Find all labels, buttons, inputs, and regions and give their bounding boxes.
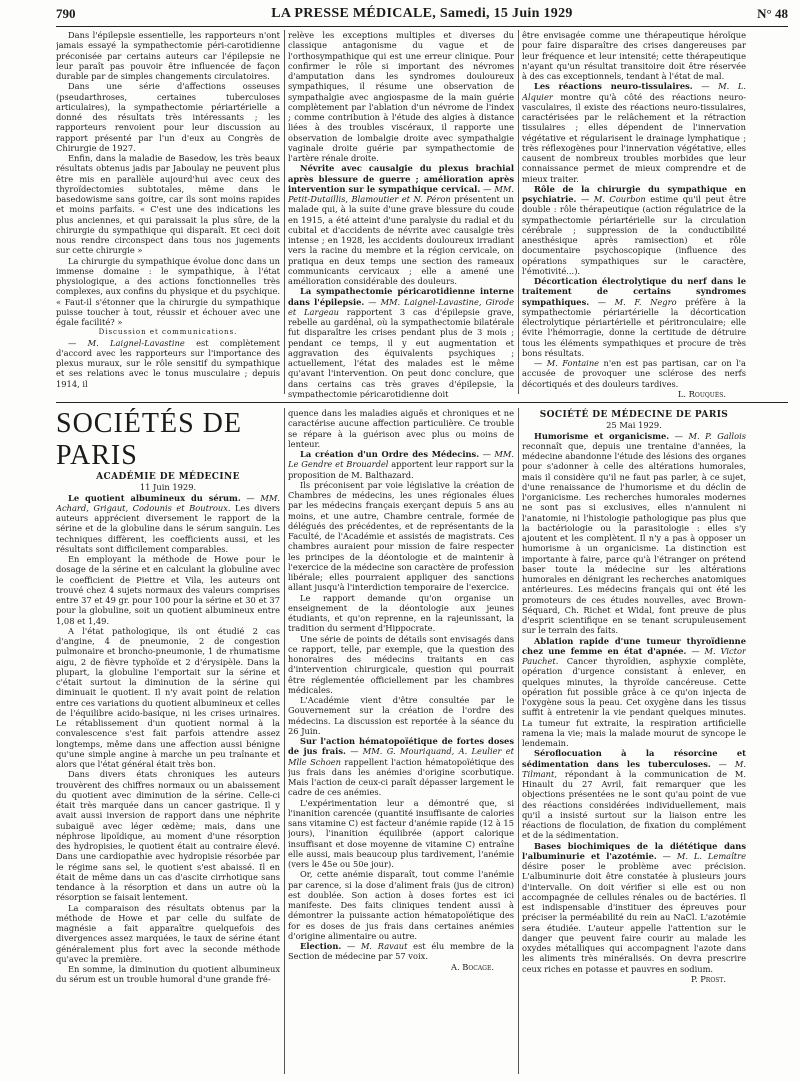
header-rule: [56, 26, 788, 27]
paragraph: Humorisme et organicisme. — M. P. Gallois reconnaît que, depuis une trentaine d'années, la médecine abandonne l'étude des lésions des organes pour s'adonner à celle des altérations humorales, mais il considère qu'il ne faut pas parler, à ce sujet, d'une renaissance de l'humorisme et du déclin de l'organicisme. Les recherches humorales modernes ne sont pas si exclusives, elles n'annulent ni l'anatomie, ni l'histologie pathologique pas plus que la bactériologie ou la parasitologie : elles s'y ajoutent et les complètent. Il n'y a pas à opposer un humorisme à un organicisme. La distinction est importante à faire, parce qu'à l'étranger on prétend baser toute la médecine sur les altérations humorales en dénigrant les recherches anatomiques antérieures. Les médecins français qui ont été les promoteurs de ces études nouvelles, avec Brown-Séquard, Ch. Richet et Widal, font preuve de plus d'esprit scientifique en se tenant scrupuleusement sur le terrain des faits.: [522, 430, 746, 636]
paragraph: Enfin, dans la maladie de Basedow, les très beaux résultats obtenus jadis par Jaboulay ne peuvent plus être mis en parallèle aujourd'hui avec ceux des thyroïdectomies subtotales, même dans le basedowisme sans goitre, car ils sont moins rapides et moins parfaits. « C'est une des indications les plus anciennes, et qui paraissait la plus sûre, de la chirurgie du sympathique qui disparaît. Et ceci doit nous rendre circonspect dans tous nos jugements sur cette chirurgie »: [56, 153, 280, 256]
paragraph: Séroflocuation à la résorcine et sédimentation dans les tuberculoses. — M. Tilmant, répondant à la communication de M. Hinault du 27 Avril, fait remarquer que les objections présentées ne le sont qu'au point de vue des réactions considérées individuellement, mais qu'il a insisté surtout sur la liaison entre les réactions de floculation, de fixation du complément et de la sédimentation.: [522, 748, 746, 841]
author-name: M. Laignel-Lavastine: [87, 337, 185, 348]
paragraph-text: reconnaît que, depuis une trentaine d'années, la médecine abandonne l'étude des lésions des organes pour s'adonner à celle des altérations humorales, mais il considère qu'il ne faut pas parler, à ce sujet, d'une renaissance de l'humorisme et du déclin de l'organicisme. Les recherches humorales modernes ne sont pas si exclusives, elles n'annulent ni l'anatomie, ni l'histologie pathologique pas plus que la bactériologie ou la parasitologie : elles s'y ajoutent et les complètent. Il n'y a pas à opposer un humorisme à un organicisme. La distinction est importante à faire, parce qu'à l'étranger on prétend baser toute la médecine sur les altérations humorales en dénigrant les recherches anatomiques antérieures. Les médecins français qui ont été les promoteurs de ces études nouvelles, avec Brown-Séquard, Ch. Richet et Widal, font preuve de plus d'esprit scientifique en se tenant scrupuleusement sur le terrain des faits.: [522, 440, 746, 636]
report-title: La sympathectomie péricarotidienne interne dans l'épilepsie.: [288, 286, 514, 307]
paragraph: Rôle de la chirurgie du sympathique en psychiatrie. — M. Courbon estime qu'il peut être double : rôle thérapeutique (action régulatrice de la sympathectomie périartérielle sur la circulation cérébrale ; suppression de la conductibilité anesthésique après ramisection) et rôle documentaire psychoscopique (influence des opérations sympathiques sur le caractère, l'émotivité...).: [522, 183, 746, 276]
journal-line: LA PRESSE MÉDICALE, Samedi, 15 Juin 1929: [271, 6, 573, 21]
paragraph: — M. Laignel-Lavastine est complètement d'accord avec les rapporteurs sur l'importance des plexus muraux, sur le rôle sensitif du sympathique et ses relations avec le tonus musculaire ; depuis 1914, il: [56, 337, 280, 389]
issue-number: N° 48: [757, 6, 788, 21]
signature: A. Bocage.: [450, 961, 494, 972]
column-rule: [518, 408, 519, 1074]
paragraph-text: n'en est pas partisan, car on l'a accusée de provoquer une sclérose des nerfs décortiqués et des douleurs tardives.: [522, 358, 746, 389]
report-title: Humorisme et organicisme.: [534, 430, 670, 441]
paragraph: En somme, la diminution du quotient albumineux du sérum est un trouble humoral d'une grande fré-: [56, 964, 280, 985]
report-title: Ablation rapide d'une tumeur thyroïdienne chez une femme en état d'apnée.: [522, 635, 746, 656]
author-name: M. Victor Pauchet.: [522, 645, 746, 666]
report-title: Rôle de la chirurgie du sympathique en psychiatrie.: [522, 183, 746, 204]
paragraph: quence dans les maladies aiguës et chroniques et ne caractérise aucune affection particulière. Ce trouble se répare à la guérison avec plus ou moins de lenteur.: [288, 408, 514, 449]
author-name: M. F. Negro: [614, 296, 677, 307]
paragraph-text: préfère à la sympathectomie périartérielle la décortication électrolytique périartérielle et péritronculaire; elle évite l'hémorragie, donne la certitude de détruire tous les éléments sympathiques et procure de très bons résultats.: [522, 296, 746, 358]
paragraph: Dans divers états chroniques les auteurs trouvèrent des chiffres normaux ou un abaissement du quotient avec diminution de la sérine. Celle-ci était très marquée dans un cancer gastrique. Il y avait aussi inversion de rapport dans une néphrite subaiguë avec léger œdème; mais, dans une néphrose lipoïdique, au moment d'une résorption des hydropisies, le quotient était au contraire élevé. Dans une cardiopathie avec hydropisie résorbée par le régime sans sel, le quotient s'est abaissé. Il en était de même dans un cas d'ascite cirrhotique sans tendance à la résorption et dans un autre où la résorption se faisait lentement.: [56, 769, 280, 903]
paragraph-text: apportent leur rapport sur la proposition de M. Balthazard.: [288, 459, 514, 480]
column-1-bottom: [56, 408, 280, 1074]
author-name: MM. Le Gendre et Brouardel: [288, 449, 514, 470]
column-rule: [284, 30, 285, 394]
paragraph: Névrite avec causalgie du plexus brachial après blessure de guerre ; amélioration après intervention sur le sympathique cervical. — MM. Petit-Dutaillis, Blamoutier et N. Péron présentent un malade qui, à la suite d'une grave blessure du coude en 1915, a été atteint d'une paralysie du radial et du cubital et d'accidents de névrite avec causalgie très intense ; en 1928, les accidents douloureux irradiant vers la racine du membre et la région cervicale, on pratiqua en deux temps une section des rameaux communicants cervicaux ; elle a amené une amélioration considérable des douleurs.: [288, 163, 514, 286]
session-date: 11 Juin 1929.: [139, 482, 197, 493]
paragraph: relève les exceptions multiples et diverses du classique antagonisme du vague et de l'orthosympathique qui est une erreur clinique. Pour confirmer le rôle si important des névromes d'amputation dans les syndromes douloureux sympathiques, il résume une observation de sympathalgie avec angiospasme de la main guérie complètement par l'ablation d'un névrome de l'index ; comme contribution à l'étude des algies à distance liées à des troubles viscéraux, il rapporte une observation de lombalgie droite avec sympathalgie vaginale droite guérie par sympathectomie de l'artère rénale droite.: [288, 30, 514, 163]
paragraph-text: est complètement d'accord avec les rapporteurs sur l'importance des plexus muraux, sur le rôle sensitif du sympathique et ses relations avec le tonus musculaire ; depuis 1914, il: [56, 337, 280, 389]
paragraph-text: répondant à la communication de M. Hinault du 27 Avril, fait remarquer que les objections présentées ne le sont qu'au point de vue des réactions considérées individuellement, mais qu'il a insisté surtout sur la liaison entre les réactions de floculation, de fixation du complément et de la sédimentation.: [522, 768, 746, 841]
author-name: MM. Achard, Grigaut, Codounis et Boutroux.: [56, 492, 280, 513]
author-name: M. L. Lemaître: [676, 850, 746, 861]
paragraph: Or, cette anémie disparaît, tout comme l'anémie par carence, si la dose d'aliment frais (jus de citron) est doublée. Son action à doses fortes est ici manifeste. Des faits cliniques tendent aussi à démontrer la puissante action hématopoïétique des for es doses de jus frais dans certaines anémies d'origine alimentaire ou autre.: [288, 869, 514, 941]
paragraph-text: estime qu'il peut être double : rôle thérapeutique (action régulatrice de la sympathectomie périartérielle sur la circulation cérébrale ; suppression de la conductibilité anesthésique après ramisection) et rôle documentaire psychoscopique (influence des opérations sympathiques sur le caractère, l'émotivité...).: [522, 194, 746, 276]
paragraph: La chirurgie du sympathique évolue donc dans un immense domaine : le sympathique, à l'état physiologique, a des actions fonctionnelles très complexes, aux confins du physique et du psychique. « Faut-il s'étonner que la chirurgie du sympathique puisse toucher à tout, réussir et échouer avec une égale facilité? »: [56, 255, 280, 327]
report-title: Le quotient albumineux du sérum.: [68, 492, 241, 503]
author-name: MM. Petit-Dutaillis, Blamoutier et N. Péron: [288, 183, 514, 204]
paragraph: Election. — M. Ravaut est élu membre de la Section de médecine par 57 voix.: [288, 941, 514, 962]
paragraph: Dans l'épilepsie essentielle, les rapporteurs n'ont jamais essayé la sympathectomie péri-carotidienne préconisée par certains auteurs car l'épilepsie ne leur paraît pas pouvoir être influencée de façon durable par de simples changements circulatoires.: [56, 30, 280, 81]
author-name: M. Ravaut: [360, 941, 408, 951]
report-title: La création d'un Ordre des Médecins.: [300, 449, 480, 459]
paragraph: A l'état pathologique, ils ont étudié 2 cas d'angine, 4 de pneumonie, 2 de congestion pulmonaire et broncho-pneumonie, 1 de rhumatisme aigu, 2 de fièvre typhoïde et 2 d'érysipèle. Dans la plupart, la globuline l'emportait sur la sérine et c'était surtout la diminution de la sérine qui diminuait le quotient. Il n'y avait point de relation entre ces variations du quotient albumineux et celles de l'équilibre acido-basique, ni les crises urinaires. Le rétablissement d'un quotient normal à la convalescence s'est fait parfois attendre assez longtemps, même dans une affection aussi bénigne qu'une simple angine à marche un peu traînante et alors que l'état général était très bon.: [56, 625, 280, 769]
report-title: Sur l'action hématopoïétique de fortes doses de jus frais.: [288, 736, 514, 757]
report-title: Séroflocuation à la résorcine et sédimentation dans les tuberculoses.: [522, 748, 746, 769]
section-rule: [56, 402, 788, 403]
column-2-top: [288, 30, 514, 398]
paragraph: Ablation rapide d'une tumeur thyroïdienne chez une femme en état d'apnée. — M. Victor Pauchet. Cancer thyroïdien, asphyxie complète, opération d'urgence consistant à enlever, en quelques minutes, la thyroïde cancéreuse. Cette opération fut possible grâce à ce qu'on injecta de l'oxygène sous la peau. Cet oxygène dans les tissus suffit à entretenir la vie pendant quelques minutes. La tumeur fut extraite, la respiration artificielle ramena la vie; mais la malade mourut de syncope le lendemain.: [522, 635, 746, 748]
author-name: MM. Laignel-Lavastine, Girode et Largeau: [288, 296, 514, 317]
signature: P. Prost.: [691, 973, 726, 984]
page-header: [56, 6, 788, 28]
paragraph: être envisagée comme une thérapeutique héroïque pour faire disparaître des crises dangereuses par leur fréquence et leur intensité; cette thérapeutique n'ayant qu'un résultat transitoire doit être réservée à des cas exceptionnels, tendant à l'état de mal.: [522, 30, 746, 81]
column-3-bottom: [522, 408, 746, 1074]
section-title: SOCIÉTÉS DE PARIS: [56, 408, 242, 471]
paragraph-text: Cancer thyroïdien, asphyxie complète, opération d'urgence consistant à enlever, en quelques minutes, la thyroïde cancéreuse. Cette opération fut possible grâce à ce qu'on injecta de l'oxygène sous la peau. Cet oxygène dans les tissus suffit à entretenir la vie pendant quelques minutes. La tumeur fut extraite, la respiration artificielle ramena la vie; mais la malade mourut de syncope le lendemain.: [522, 656, 746, 748]
paragraph: L'expérimentation leur a démontré que, si l'inanition carencée (quantité insuffisante de calories sans vitamine C) est facteur d'anémie rapide (12 à 15 jours), l'inanition équilibrée (apport calorique insuffisant et dose moyenne de vitamine C) entraîne elle aussi, mais beaucoup plus tardivement, l'anémie (vers le 45e ou 50e jour).: [288, 797, 514, 869]
paragraph: Une série de points de détails sont envisagés dans ce rapport, telle, par exemple, que la question des honoraires des médecins traitants en cas d'intervention chirurgicale, question qui pourrait être réglementée officiellement par les chambres médicales.: [288, 633, 514, 695]
paragraph: Ils préconisent par voie législative la création de Chambres de médecins, les unes régionales élues par les médecins français exerçant depuis 5 ans au moins, et une autre, Chambre centrale, formée de délégués des précédentes, et de représentants de la Faculté, de l'Académie et assistés de magistrats. Ces chambres auraient pour mission de faire respecter les principes de la déontologie et de maintenir à l'exercice de la médecine son caractère de profession libérale; elles pourraient appliquer des sanctions allant jusqu'à l'interdiction temporaire de l'exercice.: [288, 479, 514, 593]
paragraph: Le rapport demande qu'on organise un enseignement de la déontologie aux jeunes étudiants, et qu'on reprenne, en la rajeunissant, la tradition du serment d'Hippocrate.: [288, 592, 514, 634]
paragraph: Les réactions neuro-tissulaires. — M. L. Alquier montre qu'à côté des réactions neuro-vasculaires, il existe des réactions neuro-tissulaires, caractérisées par le relâchement et la rétraction tissulaires ; elles dépendent de l'innervation végétative et régularisent le drainage lymphatique ; très réflexogènes pour l'innervation végétative, elles causent de nombreux troubles morbides que leur connaissance permet de mieux comprendre et de mieux traiter.: [522, 81, 746, 184]
paragraph: Dans une série d'affections osseuses (pseudarthroses, certaines tuberculoses articulaires), la sympathectomie périartérielle a donné des résultats très intéressants ; les rapporteurs renvoient pour leur discussion au rapport présenté par l'un d'eux au Congrès de Chirurgie de 1927.: [56, 81, 280, 153]
paragraph-text: rapportent 3 cas d'épilepsie grave, rebelle au gardénal, où la sympathectomie bilatérale fut disparaître les crises pendant plus de 3 mois ; pendant ce temps, il y eut augmentation et aggravation des équivalents psychiques ; actuellement, l'état des malades est le même qu'avant l'intervention. On peut donc conclure, que dans certains cas très graves d'épilepsie, la sympathectomie péricarotidienne doit: [288, 306, 514, 398]
column-3-top: [522, 30, 746, 398]
signature: L. Rouquès.: [677, 388, 726, 398]
paragraph: En employant la méthode de Howe pour le dosage de la sérine et en calculant la globuline avec le coefficient de Piettre et Vila, les auteurs ont trouvé chez 4 sujets normaux des valeurs comprises entre 37 et 49 gr. pour 100 pour la sérine et 30 et 37 pour la globuline, soit un quotient albumineux entre 1,08 et 1,49.: [56, 554, 280, 626]
session-date: 25 Mai 1929.: [606, 420, 662, 431]
author-name: MM. G. Mouriquand, A. Leulier et Mlle Schoen: [288, 746, 514, 767]
discussion-heading: Discussion et communications.: [98, 328, 238, 337]
author-name: M. L. Alquier: [522, 81, 746, 102]
paragraph: — M. Fontaine n'en est pas partisan, car on l'a accusée de provoquer une sclérose des nerfs décortiqués et des douleurs tardives.: [522, 358, 746, 389]
paragraph-text: montre qu'à côté des réactions neuro-vasculaires, il existe des réactions neuro-tissulaires, caractérisées par le relâchement et la rétraction tissulaires ; elles dépendent de l'innervation végétative et régularisent le drainage lymphatique ; très réflexogènes pour l'innervation végétative, elles causent de nombreux troubles morbides que leur connaissance permet de mieux comprendre et de mieux traiter.: [522, 91, 746, 184]
column-1-top: [56, 30, 280, 398]
author-name: M. P. Gallois: [688, 430, 746, 441]
paragraph-text: Les divers auteurs apprécient diversement le rapport de la sérine et de la globuline dans le sérum sanguin. Les techniques diffèrent, les coefficients aussi, et les résultats sont difficilement comparables.: [56, 502, 280, 554]
paragraph-text: présentent un malade qui, à la suite d'une grave blessure du coude en 1915, a été atteint d'une paralysie du radial et du cubital et d'accidents de névrite avec causalgie très intense ; en 1928, les accidents douloureux irradiant vers la racine du membre et la région cervicale, on pratiqua en deux temps une section des rameaux communicants cervicaux ; elle a amené une amélioration considérable des douleurs.: [288, 194, 514, 286]
author-name: M. Fontaine: [546, 358, 600, 368]
author-name: M. Tilmant,: [522, 758, 746, 779]
column-2-bottom: [288, 408, 514, 1074]
report-title: Election.: [300, 941, 342, 951]
paragraph-text: est élu membre de la Section de médecine par 57 voix.: [288, 941, 514, 962]
paragraph-text: rappellent l'action hématopoïétique des jus frais dans les anémies d'origine scorbutique. Mais l'action de ceux-ci paraît dépasser largement le cadre de ces anémies.: [288, 756, 514, 798]
paragraph: La comparaison des résultats obtenus par la méthode de Howe et par celle du sulfate de magnésie a fait apparaître quelquefois des divergences assez marquées, le taux de sérine étant généralement plus fort avec la seconde méthode qu'avec la première.: [56, 902, 280, 964]
paragraph-text: désire poser le problème avec précision. L'albuminurie doit être constatée à plusieurs jours d'intervalle. On doit vérifier si elle est ou non accompagnée de cellules rénales ou de bactéries. Il est indispensable d'instituer des épreuves pour préciser la perméabilité du rein au NaCl. L'azotémie sera étudiée. L'auteur appelle l'attention sur le danger que peuvent faire courir au malade les oxydes métalliques qui accompagnent l'azote dans les aliments très minéralisés. On devra prescrire ceux riches en potasse et pauvres en sodium.: [522, 861, 746, 974]
paragraph: Le quotient albumineux du sérum. — MM. Achard, Grigaut, Codounis et Boutroux. Les divers auteurs apprécient diversement le rapport de la sérine et de la globuline dans le sérum sanguin. Les techniques diffèrent, les coefficients aussi, et les résultats sont difficilement comparables.: [56, 492, 280, 554]
paragraph: La sympathectomie péricarotidienne interne dans l'épilepsie. — MM. Laignel-Lavastine, Girode et Largeau rapportent 3 cas d'épilepsie grave, rebelle au gardénal, où la sympathectomie bilatérale fut disparaître les crises pendant plus de 3 mois ; pendant ce temps, il y eut augmentation et aggravation des équivalents psychiques ; actuellement, l'état des malades est le même qu'avant l'intervention. On peut donc conclure, que dans certains cas très graves d'épilepsie, la sympathectomie péricarotidienne doit: [288, 286, 514, 398]
page-number: 790: [56, 6, 76, 21]
column-rule: [284, 408, 285, 1074]
report-title: Névrite avec causalgie du plexus brachial après blessure de guerre ; amélioration après intervention sur le sympathique cervical.: [288, 163, 514, 194]
paragraph: Sur l'action hématopoïétique de fortes doses de jus frais. — MM. G. Mouriquand, A. Leulier et Mlle Schoen rappellent l'action hématopoïétique des jus frais dans les anémies d'origine scorbutique. Mais l'action de ceux-ci paraît dépasser largement le cadre de ces anémies.: [288, 736, 514, 798]
author-name: M. Courbon: [593, 194, 646, 204]
report-title: Les réactions neuro-tissulaires.: [534, 81, 693, 92]
paragraph: Bases biochimiques de la diététique dans l'albuminurie et l'azotémie. — M. L. Lemaître désire poser le problème avec précision. L'albuminurie doit être constatée à plusieurs jours d'intervalle. On doit vérifier si elle est ou non accompagnée de cellules rénales ou de bactéries. Il est indispensable d'instituer des épreuves pour préciser la perméabilité du rein au NaCl. L'azotémie sera étudiée. L'auteur appelle l'attention sur le danger que peuvent faire courir au malade les oxydes métalliques qui accompagnent l'azote dans les aliments très minéralisés. On devra prescrire ceux riches en potasse et pauvres en sodium.: [522, 840, 746, 974]
paragraph: Décortication électrolytique du nerf dans le traitement de certains syndromes sympathiques. — M. F. Negro préfère à la sympathectomie périartérielle la décortication électrolytique périartérielle et péritronculaire; elle évite l'hémorragie, donne la certitude de détruire tous les éléments sympathiques et procure de très bons résultats.: [522, 276, 746, 358]
society-name: SOCIÉTÉ DE MÉDECINE DE PARIS: [539, 410, 729, 420]
paragraph: L'Académie vient d'être consultée par le Gouvernement sur la création de l'ordre des médecins. La discussion est reportée à la séance du 26 Juin.: [288, 695, 514, 736]
paragraph: La création d'un Ordre des Médecins. — MM. Le Gendre et Brouardel apportent leur rapport sur la proposition de M. Balthazard.: [288, 449, 514, 480]
report-title: Décortication électrolytique du nerf dans le traitement de certains syndromes sympathiques.: [522, 276, 746, 307]
report-title: Bases biochimiques de la diététique dans l'albuminurie et l'azotémie.: [522, 840, 746, 861]
society-name: ACADÉMIE DE MÉDECINE: [96, 472, 240, 482]
column-rule: [518, 30, 519, 394]
